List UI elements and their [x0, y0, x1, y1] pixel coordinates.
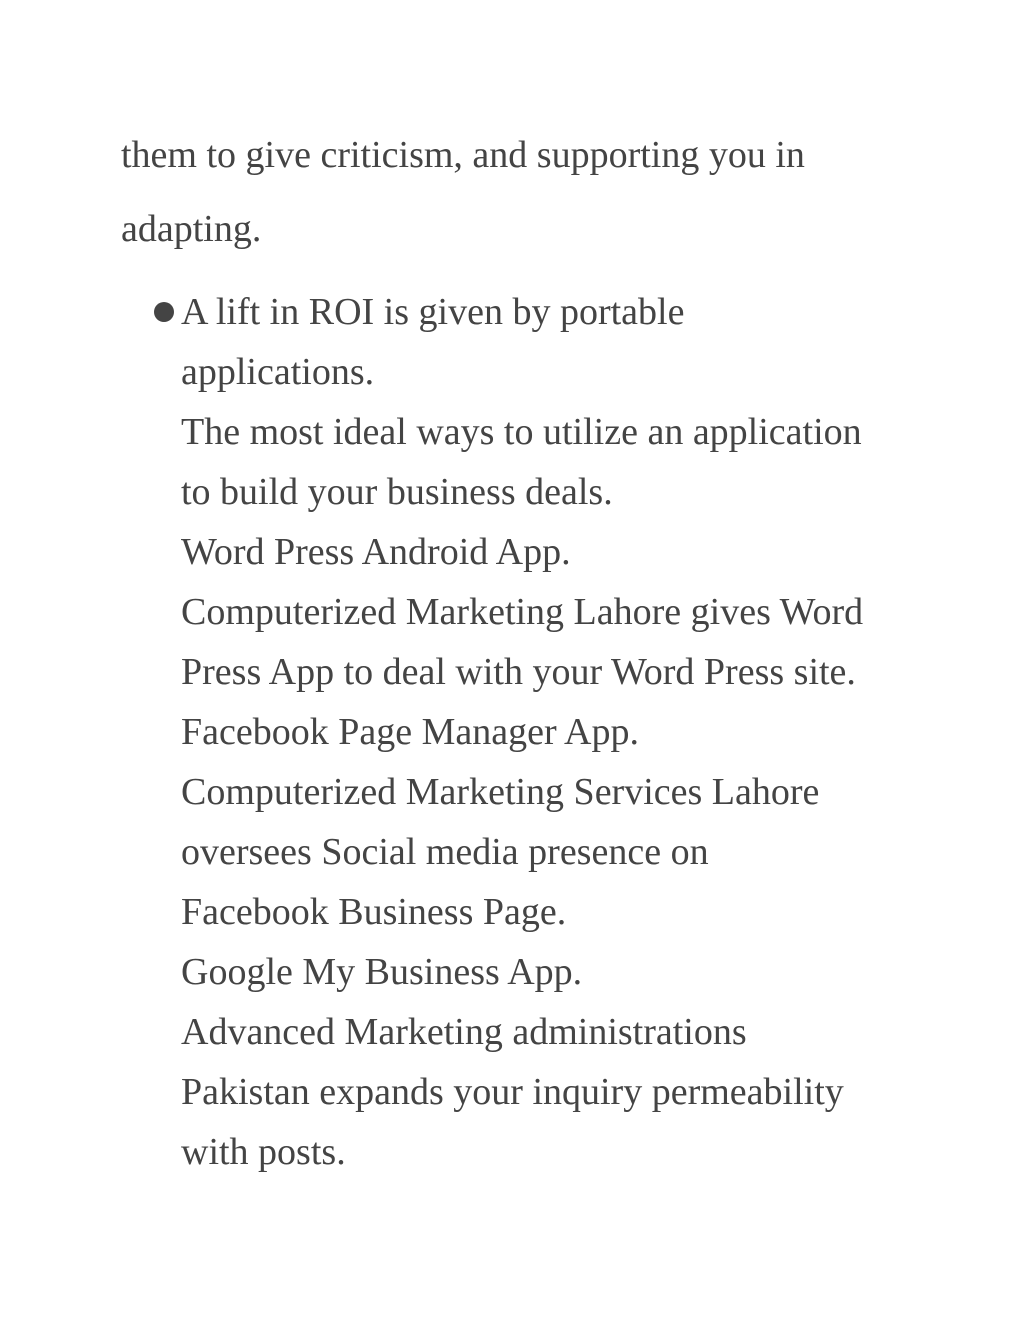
list-item-line: Advanced Marketing administrations — [181, 1011, 747, 1053]
intro-line: them to give criticism, and supporting you in — [121, 134, 805, 176]
list-item-line: Press App to deal with your Word Press site. — [181, 651, 856, 693]
list-item-line: A lift in ROI is given by portable — [181, 291, 685, 333]
list-item-line: Google My Business App. — [181, 951, 583, 993]
list-item-line: with posts. — [181, 1131, 346, 1173]
bullet-list — [152, 282, 912, 1182]
list-item-line: Computerized Marketing Lahore gives Word — [181, 591, 864, 633]
intro-paragraph — [121, 118, 901, 266]
list-item-line: applications. — [181, 351, 375, 393]
list-item — [152, 282, 912, 1182]
list-item-line: to build your business deals. — [181, 471, 613, 513]
list-item-line: oversees Social media presence on — [181, 831, 709, 873]
list-item-line: Word Press Android App. — [181, 531, 571, 573]
list-item-line: Pakistan expands your inquiry permeability — [181, 1071, 844, 1113]
intro-line: adapting. — [121, 208, 262, 250]
list-item-line: Facebook Business Page. — [181, 891, 567, 933]
list-item-line: Facebook Page Manager App. — [181, 711, 639, 753]
bullet-icon — [154, 302, 174, 322]
list-item-line: Computerized Marketing Services Lahore — [181, 771, 820, 813]
list-item-line: The most ideal ways to utilize an application — [181, 411, 862, 453]
